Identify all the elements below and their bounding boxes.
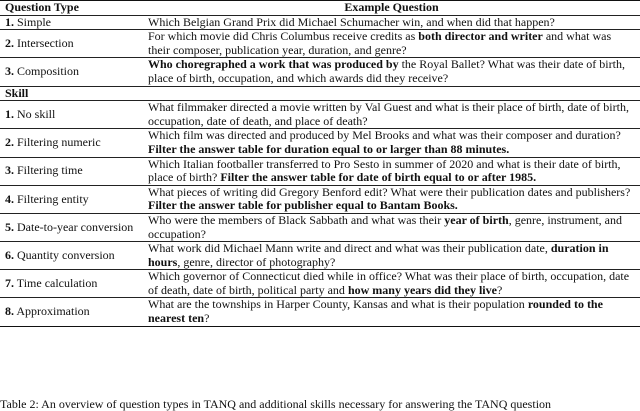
row-type-name: No skill bbox=[17, 106, 56, 121]
question-type-row bbox=[0, 15, 640, 30]
table-header-row bbox=[0, 1, 640, 16]
question-type-row-label bbox=[0, 15, 143, 30]
question-text: Who were the members of Black Sabbath and what was their bbox=[148, 212, 445, 227]
row-number: 6. bbox=[5, 247, 14, 262]
row-number: 3. bbox=[5, 163, 14, 178]
question-text: , genre, instrument, and occupation? bbox=[148, 212, 622, 241]
question-emphasis: both director and writer bbox=[418, 29, 543, 44]
example-question bbox=[143, 30, 640, 58]
example-question bbox=[143, 101, 640, 129]
skill-row bbox=[0, 157, 640, 185]
skill-row bbox=[0, 101, 640, 129]
skill-row-label bbox=[0, 129, 143, 157]
question-emphasis: year of birth bbox=[444, 212, 509, 227]
question-text: Which Italian footballer transferred to Pro Sesto in summer of 2020 and what is their date of birth, place of birth? bbox=[148, 156, 621, 185]
skill-section-spacer bbox=[143, 86, 640, 101]
question-text: and what was their composer, publication year, duration, and genre? bbox=[148, 29, 612, 57]
question-type-row-label bbox=[0, 30, 143, 58]
row-type-name: Quantity conversion bbox=[17, 247, 115, 262]
skill-row-label bbox=[0, 213, 143, 241]
table-caption: Table 2: An overview of question types in TANQ and additional skills necessary for answering the TANQ question bbox=[0, 397, 552, 411]
example-question bbox=[143, 157, 640, 185]
skill-row-label bbox=[0, 185, 143, 213]
question-types-body bbox=[0, 15, 640, 86]
skill-row-label bbox=[0, 101, 143, 129]
row-type-name: Intersection bbox=[17, 35, 74, 50]
row-type-name: Simple bbox=[17, 14, 52, 29]
row-type-name: Time calculation bbox=[16, 276, 98, 291]
question-text: What are the townships in Harper County, Kansas and what is their population bbox=[148, 297, 528, 312]
row-number: 2. bbox=[5, 35, 14, 50]
row-number: 4. bbox=[5, 191, 14, 206]
question-emphasis: Filter the answer table for duration equal to or larger than 88 minutes. bbox=[148, 141, 510, 156]
skill-row bbox=[0, 213, 640, 241]
row-number: 7. bbox=[5, 276, 14, 291]
example-question bbox=[143, 213, 640, 241]
row-number: 3. bbox=[5, 64, 14, 79]
question-emphasis: Who choregraphed a work that was produced by bbox=[148, 57, 399, 72]
skill-row-label bbox=[0, 298, 143, 326]
question-type-row-label bbox=[0, 58, 143, 86]
example-question bbox=[143, 242, 640, 270]
question-emphasis: Filter the answer table for publisher equal to Bantam Books. bbox=[148, 198, 458, 213]
example-question bbox=[143, 15, 640, 30]
question-text: Which governor of Connecticut died while in office? What was their place of birth, occupation, date of death, date of birth, political party and bbox=[148, 269, 630, 297]
skills-body bbox=[0, 101, 640, 327]
row-type-name: Approximation bbox=[16, 304, 90, 319]
skill-row bbox=[0, 270, 640, 298]
question-text: What pieces of writing did Gregory Benford edit? What were their publication dates and publishers? bbox=[148, 184, 631, 199]
example-question bbox=[143, 298, 640, 326]
question-text: For which movie did Chris Columbus receive credits as bbox=[148, 29, 419, 44]
column-header-question-type: Question Type bbox=[0, 1, 143, 16]
row-number: 5. bbox=[5, 219, 14, 234]
skill-row-label bbox=[0, 270, 143, 298]
skill-row-label bbox=[0, 242, 143, 270]
skill-row bbox=[0, 242, 640, 270]
row-type-name: Filtering time bbox=[17, 163, 83, 178]
row-type-name: Filtering entity bbox=[17, 191, 89, 206]
row-type-name: Composition bbox=[17, 64, 80, 79]
row-number: 1. bbox=[5, 106, 14, 121]
skill-section-header: Skill bbox=[0, 86, 143, 101]
skill-row bbox=[0, 298, 640, 326]
question-emphasis: rounded to the nearest ten bbox=[148, 297, 603, 326]
row-type-name: Filtering numeric bbox=[17, 135, 101, 150]
skill-row bbox=[0, 185, 640, 213]
skill-row-label bbox=[0, 157, 143, 185]
question-emphasis: Filter the answer table for date of birth equal to or after 1985. bbox=[220, 170, 537, 185]
question-type-row bbox=[0, 58, 640, 86]
column-header-example-question: Example Question bbox=[143, 1, 640, 16]
question-text: , genre, director of photography? bbox=[177, 254, 336, 269]
row-number: 8. bbox=[5, 304, 14, 319]
example-question bbox=[143, 185, 640, 213]
row-number: 2. bbox=[5, 135, 14, 150]
example-question bbox=[143, 58, 640, 86]
skill-row bbox=[0, 129, 640, 157]
question-text: ? bbox=[496, 282, 503, 297]
question-type-row bbox=[0, 30, 640, 58]
question-text: ? bbox=[204, 311, 210, 326]
question-text: What filmmaker directed a movie written by Val Guest and what is their place of birth, date of birth, occupation, date of death, and place of death? bbox=[148, 100, 629, 128]
skill-section-row bbox=[0, 86, 640, 101]
question-emphasis: how many years did they live bbox=[347, 282, 497, 297]
row-number: 1. bbox=[5, 14, 14, 29]
example-question bbox=[143, 270, 640, 298]
question-emphasis: duration in hours bbox=[148, 241, 609, 269]
example-question bbox=[143, 129, 640, 157]
question-text: Which Belgian Grand Prix did Michael Schumacher win, and when did that happen? bbox=[148, 14, 555, 29]
question-text: What work did Michael Mann write and direct and what was their publication date, bbox=[148, 241, 551, 256]
question-text: Which film was directed and produced by Mel Brooks and what was their composer and duration? bbox=[148, 128, 621, 143]
question-text: the Royal Ballet? What was their date of birth, place of birth, occupation, and which awards did they receive? bbox=[148, 57, 625, 85]
row-type-name: Date-to-year conversion bbox=[17, 219, 134, 234]
